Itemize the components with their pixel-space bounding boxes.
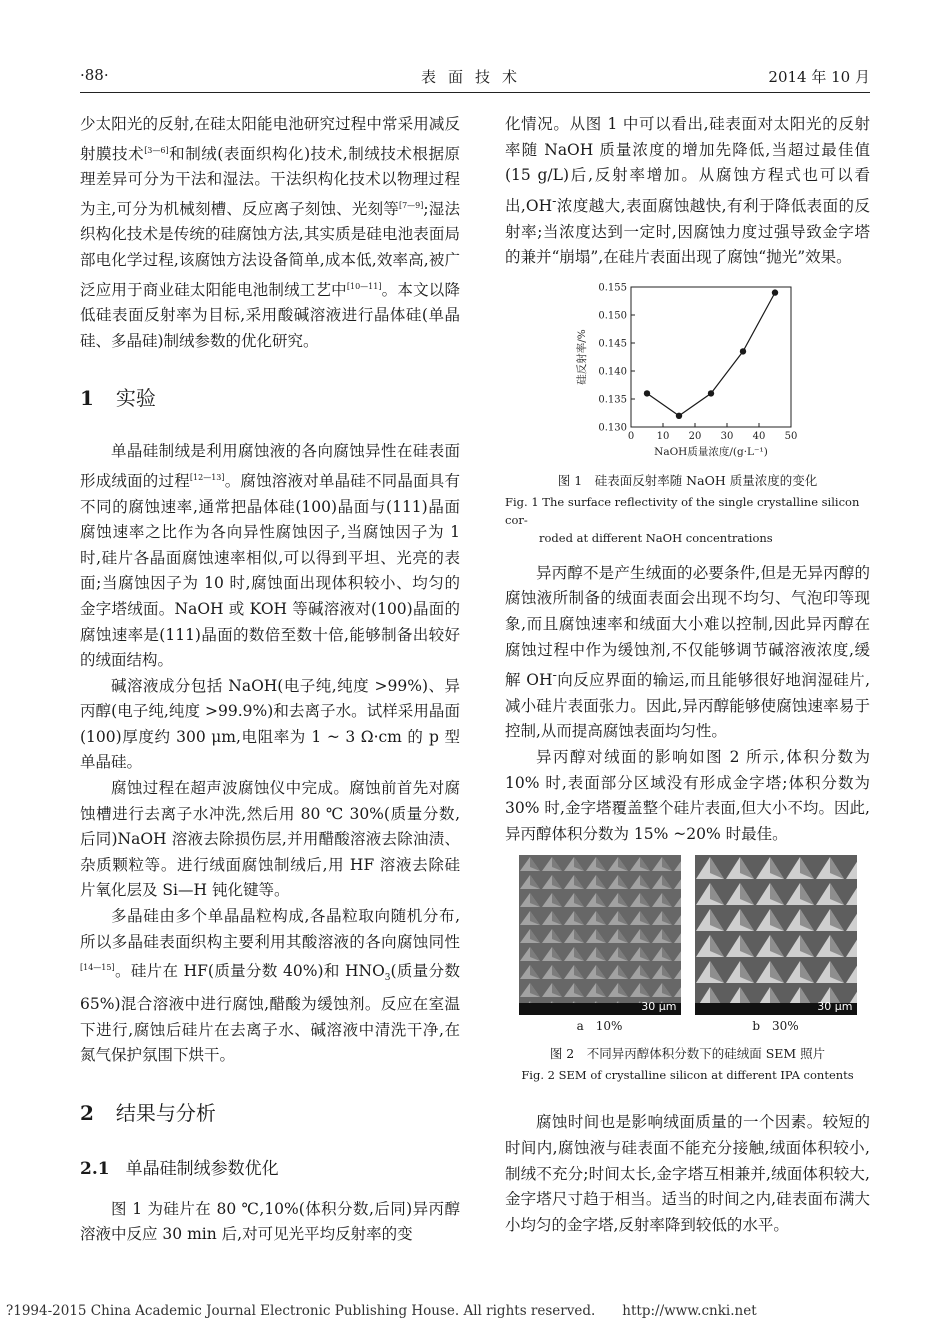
scale-bar-label: 30 μm xyxy=(817,1000,853,1014)
y-tick-label: 0.145 xyxy=(598,338,627,350)
page-number: ·88· xyxy=(80,66,109,84)
citation[interactable]: [14—15] xyxy=(80,963,115,973)
sem-texture xyxy=(519,855,681,1015)
x-tick-label: 10 xyxy=(656,430,670,442)
data-point xyxy=(740,348,746,354)
y-tick-label: 0.135 xyxy=(598,394,627,406)
x-axis-label: NaOH质量浓度/(g·L⁻¹) xyxy=(654,445,768,458)
figure-2-caption-en: Fig. 2 SEM of crystalline silicon at different IPA contents xyxy=(521,1068,854,1083)
series-line xyxy=(647,292,775,415)
body-paragraph: 异丙醇对绒面的影响如图 2 所示,体积分数为 10% 时,表面部分区域没有形成金字塔;体积分数为 30% 时,金字塔覆盖整个硅片表面,但大小不均。因此,异丙醇体积分数为 15% ~20% 时最佳。 xyxy=(505,748,870,843)
body-paragraph: 单晶硅制绒是利用腐蚀液的各向腐蚀异性在硅表面形成绒面的过程[12—13]。腐蚀溶液对单晶硅不同晶面具有不同的腐蚀速率,通常把晶体硅(100)晶面与(111)晶面腐蚀速率之比作为各向异性腐蚀因子,当腐蚀因子为 1 时,硅片各晶面腐蚀速率相似,可以得到平坦、光亮的表面;当腐蚀因子为 10 时,腐蚀面出现体积较小、均匀的金字塔绒面。NaOH 或 KOH 等碱溶液对(100)晶面的腐蚀速率是(111)晶面的数倍至数十倍,能够制备出较好的绒面结构。 xyxy=(80,442,460,670)
x-tick-label: 0 xyxy=(627,430,635,442)
x-tick-label: 40 xyxy=(752,430,766,442)
x-tick-label: 50 xyxy=(784,430,798,442)
figure-1-caption-en: Fig. 1 The surface reflectivity of the single crystalline silicon cor- roded at different NaOH concentrations xyxy=(505,494,860,545)
body-paragraph: 腐蚀过程在超声波腐蚀仪中完成。腐蚀前首先对腐蚀槽进行去离子水冲洗,然后用 80 ℃ 30%(质量分数,后同)NaOH 溶液去除损伤层,并用醋酸溶液去除油渍、杂质颗粒等。进行绒面腐蚀制绒后,用 HF 溶液去除硅片氧化层及 Si—H 钝化键等。 xyxy=(80,779,460,900)
sem-label-a: a 10% xyxy=(576,1019,623,1034)
citation[interactable]: [7—9] xyxy=(398,200,424,210)
citation[interactable]: [10—11] xyxy=(346,281,382,291)
body-paragraph: 图 1 为硅片在 80 ℃,10%(体积分数,后同)异丙醇溶液中反应 30 min 后,对可见光平均反射率的变 xyxy=(80,1199,460,1244)
scale-bar-label: 30 μm xyxy=(641,1000,677,1014)
data-point xyxy=(708,390,714,396)
sem-image-30pct xyxy=(695,855,857,1015)
y-tick-label: 0.140 xyxy=(598,366,627,378)
copyright-footer: ?1994-2015 China Academic Journal Electronic Publishing House. All rights reserved. http://www.cnki.net xyxy=(6,1303,757,1319)
body-paragraph: 化情况。从图 1 中可以看出,硅表面对太阳光的反射率随 NaOH 质量浓度的增加先降低,当超过最佳值(15 g/L)后,反射率增加。从腐蚀方程式也可以看出,OH-浓度越大,表面腐蚀越快,有利于降低表面的反射率;当浓度达到一定时,因腐蚀力度过强导致金字塔的兼并“崩塌”,在硅片表面出现了腐蚀“抛光”效果。 xyxy=(505,115,870,267)
sem-label-b: b 30% xyxy=(752,1019,799,1034)
y-tick-label: 0.130 xyxy=(598,422,627,434)
figure-2-images xyxy=(505,855,870,1015)
reflectivity-line-chart xyxy=(505,277,870,467)
figure-2-sublabels xyxy=(505,1017,870,1034)
y-tick-label: 0.150 xyxy=(598,310,627,322)
issue-date: 2014 年 10 月 xyxy=(768,68,870,86)
body-paragraph: 多晶硅由多个单晶晶粒构成,各晶粒取向随机分布,所以多晶硅表面织构主要利用其酸溶液的各向腐蚀同性[14—15]。硅片在 HF(质量分数 40%)和 $HNO_3$(质量分数 65%)混合溶液中进行腐蚀,醋酸为缓蚀剂。反应在室温下进行,腐蚀后硅片在去离子水、碱溶液中清洗干净,在氮气保护氛围下烘干。 xyxy=(80,907,460,1065)
left-column xyxy=(80,112,460,1248)
body-paragraph: 腐蚀时间也是影响绒面质量的一个因素。较短的时间内,腐蚀液与硅表面不能充分接触,绒面体积较小,制绒不充分;时间太长,金字塔互相兼并,绒面体积较大,金字塔尺寸趋于相当。适当的时间之内,硅表面布满大小均匀的金字塔,反射率降到较低的水平。 xyxy=(505,1113,870,1234)
right-column xyxy=(505,112,870,1238)
subsection-heading: 2.1 单晶硅制绒参数优化 xyxy=(80,1158,279,1179)
intro-paragraph: 少太阳光的反射,在硅太阳能电池研究过程中常采用减反射膜技术[3—6]和制绒(表面织构化)技术,制绒技术根据原理差异可分为干法和湿法。干法织构化技术以物理过程为主,可分为机械刻槽、反应离子刻蚀、光刻等[7—9];湿法织构化技术是传统的硅腐蚀方法,其实质是硅电池表面局部电化学过程,该腐蚀方法设备简单,成本低,效率高,被广泛应用于商业硅太阳能电池制绒工艺中[10—11]。本文以降低硅表面反射率为目标,采用酸碱溶液进行晶体硅(单晶硅、多晶硅)制绒参数的优化研究。 xyxy=(80,115,460,350)
journal-name: 表面技术 xyxy=(420,68,530,86)
x-tick-label: 30 xyxy=(720,430,734,442)
y-tick-label: 0.155 xyxy=(598,282,627,294)
data-point xyxy=(772,289,778,295)
data-point xyxy=(644,390,650,396)
figure-2-caption-cn: 图 2 不同异丙醇体积分数下的硅绒面 SEM 照片 xyxy=(549,1046,826,1062)
x-tick-label: 20 xyxy=(688,430,702,442)
sem-image-10pct xyxy=(519,855,681,1015)
citation[interactable]: [3—6] xyxy=(144,145,169,155)
body-paragraph: 碱溶液成分包括 NaOH(电子纯,纯度 >99%)、异丙醇(电子纯,纯度 >99.9%)和去离子水。试样采用晶面(100)厚度约 300 μm,电阻率为 1 ~ 3 Ω·cm 的 p 型单晶硅。 xyxy=(80,676,460,772)
section-heading-experiment: 1 实验 xyxy=(80,386,156,411)
sem-texture xyxy=(695,855,857,1015)
body-paragraph: 异丙醇不是产生绒面的必要条件,但是无异丙醇的腐蚀液所制备的绒面表面会出现不均匀、气泡印等现象,而且腐蚀速率和绒面大小难以控制,因此异丙醇在腐蚀过程中作为缓蚀剂,不仅能够调节碱溶液浓度,缓解 OH-向反应界面的输运,而且能够很好地润湿硅片,减小硅片表面张力。因此,异丙醇能够使腐蚀速率易于控制,从而提高腐蚀表面均匀性。 xyxy=(505,563,871,741)
figure-1-chart xyxy=(505,277,870,467)
figure-1-caption-cn: 图 1 硅表面反射率随 NaOH 质量浓度的变化 xyxy=(557,472,818,488)
citation[interactable]: [12—13] xyxy=(189,472,225,482)
y-axis-label: 硅反射率/% xyxy=(576,328,588,385)
running-header xyxy=(80,66,870,93)
section-heading-results: 2 结果与分析 xyxy=(80,1100,216,1125)
data-point xyxy=(676,412,682,418)
